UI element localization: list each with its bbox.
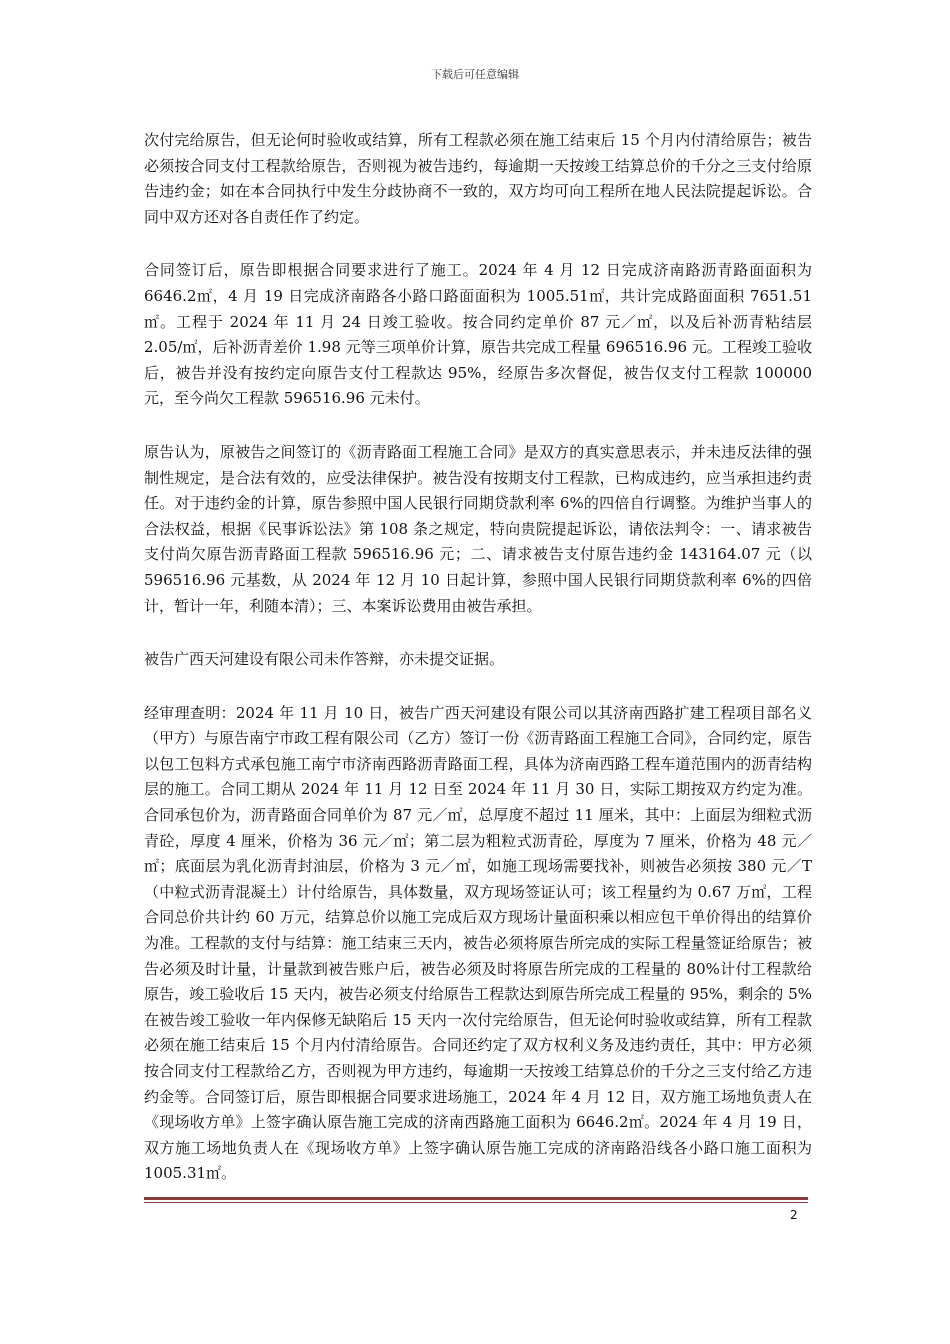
page-header: 下载后可任意编辑 xyxy=(431,68,519,81)
footer-rule xyxy=(144,1197,808,1200)
paragraph-2: 合同签订后，原告即根据合同要求进行了施工。2024 年 4 月 12 日完成济南路沥青路面面积为 6646.2㎡，4 月 19 日完成济南路各小路口路面面积为 1005.51㎡，共计完成路面面积 7651.51㎡。工程于 2024 年 11 月 24 日竣工验收。按合同约定单价 87 元／㎡，以及后补沥青粘结层 2.05/㎡，后补沥青差价 1.98 元等三项单价计算，原告共完成工程量 696516.96 元。工程竣工验收后，被告并没有按约定向原告支付工程款达 95%，经原告多次督促，被告仅支付工程款 100000 元，至今尚欠工程款 596516.96 元未付。 xyxy=(144,261,812,408)
footer-rule-thin xyxy=(144,1202,808,1203)
paragraph-1: 次付完给原告，但无论何时验收或结算，所有工程款必须在施工结束后 15 个月内付清给原告；被告必须按合同支付工程款给原告，否则视为被告违约，每逾期一天按竣工结算总价的千分之三支付给原告违约金；如在本合同执行中发生分歧协商不一致的，双方均可向工程所在地人民法院提起诉讼。合同中双方还对各自责任作了约定。 xyxy=(144,131,812,226)
page-number: 2 xyxy=(790,1208,798,1222)
paragraph-5: 经审理查明：2024 年 11 月 10 日，被告广西天河建设有限公司以其济南西路扩建工程项目部名义（甲方）与原告南宁市政工程有限公司（乙方）签订一份《沥青路面工程施工合同》，合同约定，原告以包工包料方式承包施工南宁市济南西路沥青路面工程，具体为济南西路工程车道范围内的沥青结构层的施工。合同工期从 2024 年 11 月 12 日至 2024 年 11 月 30 日，实际工期按双方约定为准。合同承包价为，沥青路面合同单价为 87 元／㎡，总厚度不超过 11 厘米，其中：上面层为细粒式沥青砼，厚度 4 厘米，价格为 36 元／㎡；第二层为粗粒式沥青砼，厚度为 7 厘米，价格为 48 元／㎡；底面层为乳化沥青封油层，价格为 3 元／㎡，如施工现场需要找补，则被告必须按 380 元／T（中粒式沥青混凝土）计付给原告，具体数量，双方现场签证认可；该工程量约为 0.67 万㎡，工程合同总价共计约 60 万元，结算总价以施工完成后双方现场计量面积乘以相应包干单价得出的结算价为准。工程款的支付与结算：施工结束三天内，被告必须将原告所完成的实际工程量签证给原告；被告必须及时计量，计量款到被告账户后，被告必须及时将原告所完成的工程量的 80%计付工程款给原告，竣工验收后 15 天内，被告必须支付给原告工程款达到原告所完成工程量的 95%，剩余的 5%在被告竣工验收一年内保修无缺陷后 15 天内一次付完给原告，但无论何时验收或结算，所有工程款必须在施工结束后 15 个月内付清给原告。合同还约定了双方权利义务及违约责任，其中：甲方必须按合同支付工程款给乙方，否则视为甲方违约，每逾期一天按竣工结算总价的千分之三支付给乙方违约金等。合同签订后，原告即根据合同要求进场施工，2024 年 4 月 12 日，双方施工场地负责人在《现场收方单》上签字确认原告施工完成的济南西路施工面积为 6646.2㎡。2024 年 4 月 19 日，双方施工场地负责人在《现场收方单》上签字确认原告施工完成的济南路沿线各小路口施工面积为 1005.31㎡。 xyxy=(144,703,812,1183)
document-body xyxy=(144,128,812,1215)
paragraph-4: 被告广西天河建设有限公司未作答辩，亦未提交证据。 xyxy=(144,650,505,669)
paragraph-3: 原告认为，原被告之间签订的《沥青路面工程施工合同》是双方的真实意思表示，并未违反法律的强制性规定，是合法有效的，应受法律保护。被告没有按期支付工程款，已构成违约，应当承担违约责任。对于违约金的计算，原告参照中国人民银行同期贷款利率 6%的四倍自行调整。为维护当事人的合法权益，根据《民事诉讼法》第 108 条之规定，特向贵院提起诉讼，请依法判令：一、请求被告支付尚欠原告沥青路面工程款 596516.96 元；二、请求被告支付原告违约金 143164.07 元（以 596516.96 元基数，从 2024 年 12 月 10 日起计算，参照中国人民银行同期贷款利率 6%的四倍计，暂计一年，利随本清）；三、本案诉讼费用由被告承担。 xyxy=(144,442,812,615)
